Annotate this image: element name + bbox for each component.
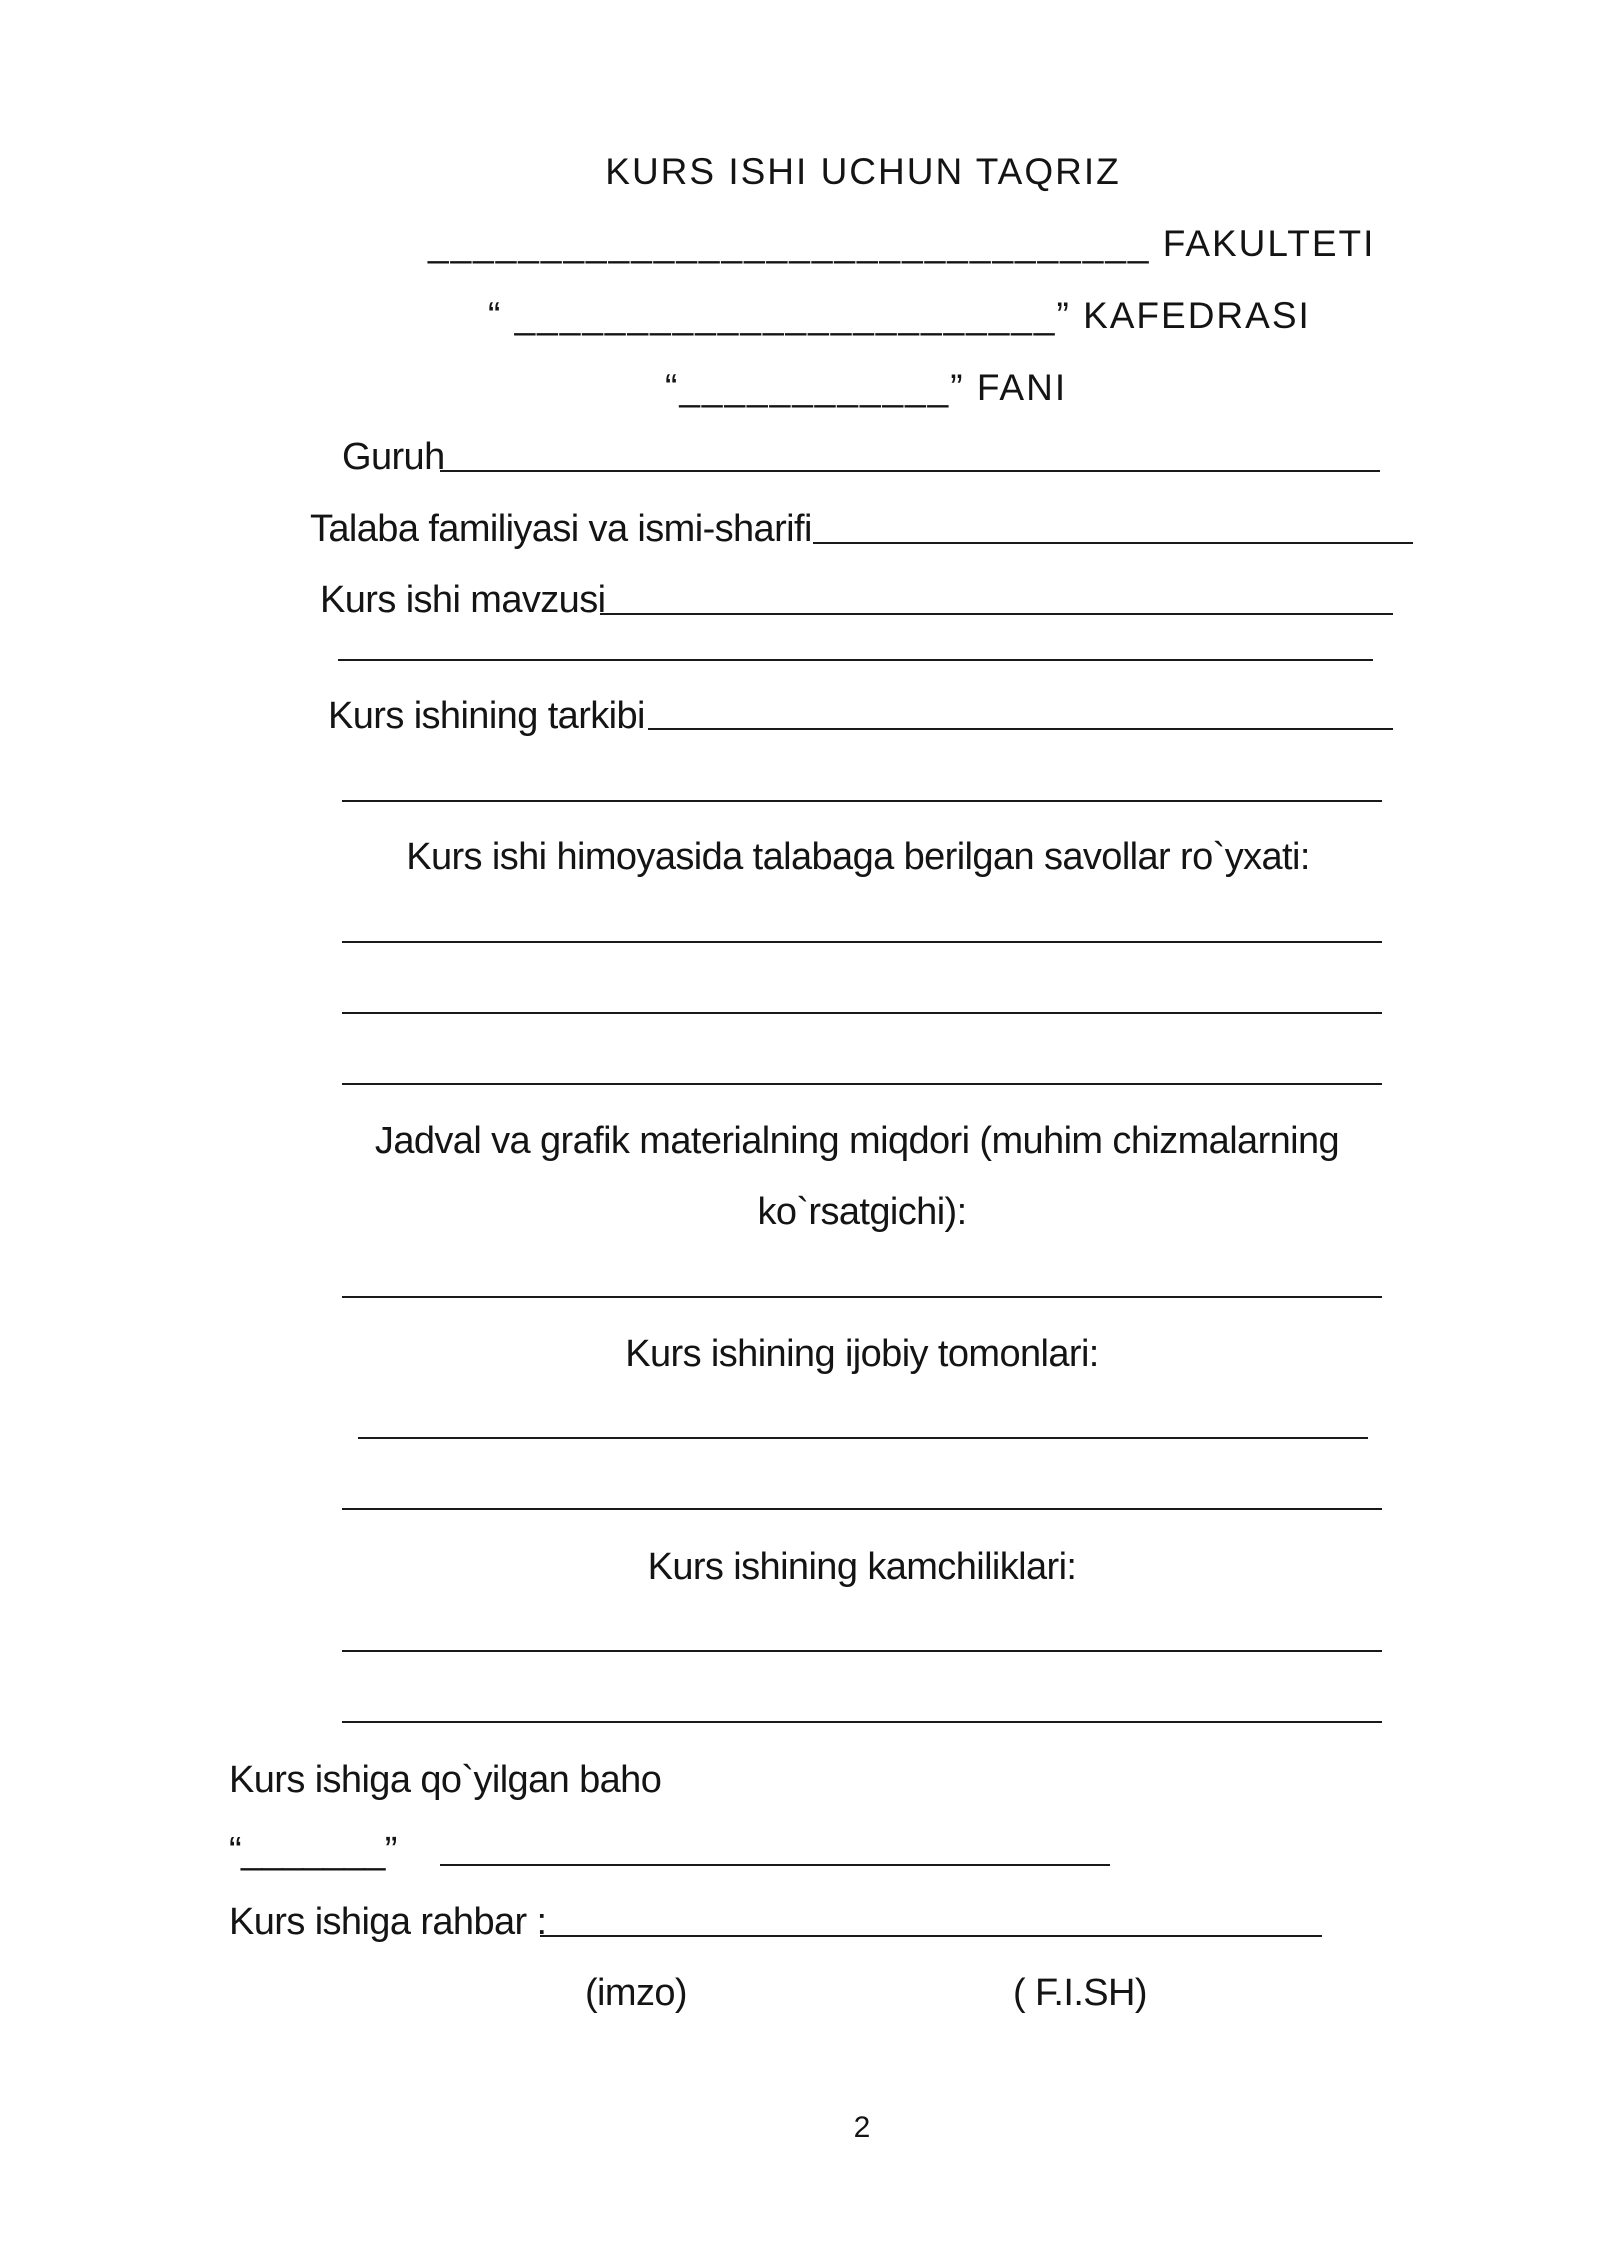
- student-name-label: Talaba familiyasi va ismi-sharifi: [310, 508, 812, 550]
- materials-heading-continued: ko`rsatgichi):: [757, 1191, 967, 1233]
- group-fill-line[interactable]: [440, 470, 1380, 472]
- document-title: KURS ISHI UCHUN TAQRIZ: [605, 151, 1121, 192]
- department-line: “ ________________________” KAFEDRASI: [488, 295, 1311, 336]
- full-name-caption: ( F.I.SH): [1013, 1972, 1147, 2014]
- questions-heading: Kurs ishi himoyasida talabaga berilgan savollar ro`yxati:: [406, 836, 1310, 878]
- shortcomings-fill-line-2[interactable]: [342, 1721, 1382, 1723]
- questions-fill-line-2[interactable]: [342, 1012, 1382, 1014]
- questions-fill-line-3[interactable]: [342, 1083, 1382, 1085]
- faculty-line: ________________________________ FAKULTETI: [428, 223, 1376, 264]
- questions-fill-line-1[interactable]: [342, 941, 1382, 943]
- materials-fill-line[interactable]: [342, 1296, 1382, 1298]
- supervisor-label: Kurs ishiga rahbar :: [229, 1901, 547, 1943]
- supervisor-fill-line[interactable]: [540, 1935, 1322, 1937]
- student-name-fill-line[interactable]: [813, 542, 1413, 544]
- page-number: 2: [853, 2111, 871, 2144]
- positive-fill-line-1[interactable]: [358, 1437, 1368, 1439]
- materials-heading: Jadval va grafik materialning miqdori (muhim chizmalarning: [374, 1120, 1340, 1162]
- topic-label: Kurs ishi mavzusi: [320, 579, 606, 621]
- group-label: Guruh: [342, 436, 445, 478]
- grade-blank: “_______”: [229, 1830, 397, 1872]
- topic-fill-line-1[interactable]: [600, 613, 1393, 615]
- grade-words-fill-line[interactable]: [440, 1864, 1110, 1866]
- structure-fill-line-2[interactable]: [342, 800, 1382, 802]
- shortcomings-heading: Kurs ishining kamchiliklari:: [647, 1546, 1077, 1588]
- positive-aspects-heading: Kurs ishining ijobiy tomonlari:: [625, 1333, 1099, 1375]
- topic-fill-line-2[interactable]: [338, 659, 1373, 661]
- subject-line: “____________” FANI: [665, 367, 1068, 408]
- shortcomings-fill-line-1[interactable]: [342, 1650, 1382, 1652]
- signature-caption: (imzo): [585, 1972, 687, 2014]
- grade-label: Kurs ishiga qo`yilgan baho: [229, 1759, 662, 1801]
- structure-fill-line-1[interactable]: [648, 728, 1393, 730]
- structure-label: Kurs ishining tarkibi: [328, 695, 645, 737]
- positive-fill-line-2[interactable]: [342, 1508, 1382, 1510]
